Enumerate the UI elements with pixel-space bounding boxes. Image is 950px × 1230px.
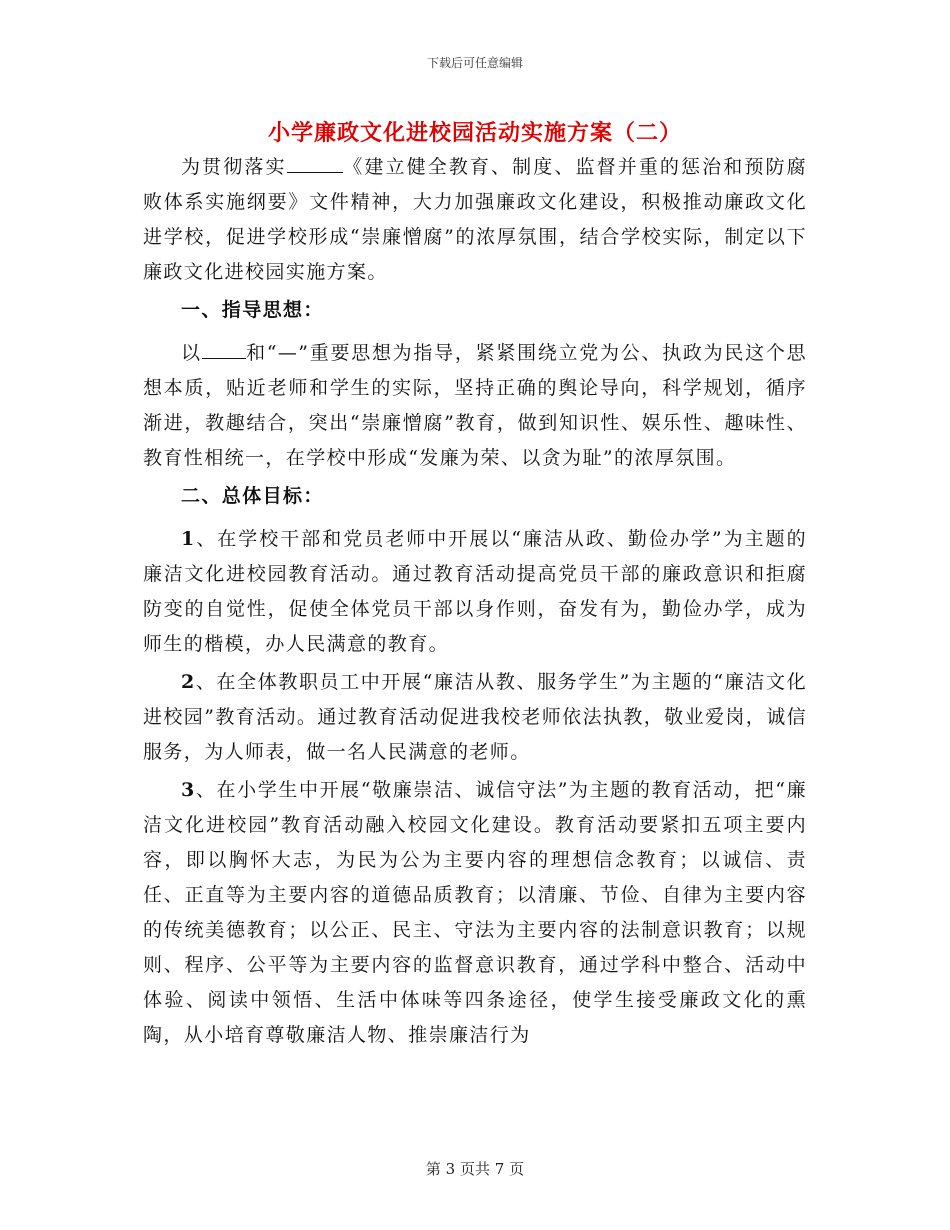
goal-paragraph-2 [143,665,807,770]
intro-paragraph [143,150,807,290]
goal-number: 2 [181,671,196,693]
section-heading-guiding-thought: 一、指导思想： [181,299,324,321]
intro-text-b: 《建立健全教育、制度、监督并重的惩治和预防腐败体系实施纲要》文件精神，大力加强廉政文化建设，积极推动廉政文化进学校，促进学校形成“崇廉憎腐”的浓厚氛围，结合学校实际，制定以下廉政文化进校园实施方案。 [143,156,807,283]
fill-in-blank [202,340,246,359]
goal-number: 3 [181,779,196,801]
goal-paragraph-1 [143,522,807,662]
goal-paragraph-3 [143,773,807,1053]
goal-text: 、在小学生中开展“敬廉崇洁、诚信守法”为主题的教育活动，把“廉洁文化进校园”教育活动融入校园文化建设。教育活动要紧扣五项主要内容，即以胸怀大志，为民为公为主要内容的理想信念教育；以诚信、责任、正直等为主要内容的道德品质教育；以清廉、节俭、自律为主要内容的传统美德教育；以公正、民主、守法为主要内容的法制意识教育；以规则、程序、公平等为主要内容的监督意识教育，通过学科中整合、活动中体验、阅读中领悟、生活中体味等四条途径，使学生接受廉政文化的熏陶，从小培育尊敬廉洁人物、推崇廉洁行为 [143,779,807,1046]
guiding-thought-paragraph [143,336,807,476]
document-title: 小学廉政文化进校园活动实施方案（二） [267,120,682,146]
page-header-note: 下载后可任意编辑 [426,56,523,70]
document-body [143,150,807,1056]
guiding-text-a: 以 [181,342,202,364]
goal-number: 1 [181,528,196,550]
guiding-text-b: 和“—”重要思想为指导，紧紧围绕立党为公、执政为民这个思想本质，贴近老师和学生的实际，坚持正确的舆论导向，科学规划，循序渐进，教趣结合，突出“崇廉憎腐”教育，做到知识性、娱乐性、趣味性、教育性相统一，在学校中形成“发廉为荣、以贪为耻”的浓厚氛围。 [143,342,807,469]
section-heading-overall-goals: 二、总体目标： [181,485,324,507]
intro-text-a: 为贯彻落实 [181,156,287,178]
fill-in-blank [287,154,343,173]
goal-text: 、在全体教职员工中开展“廉洁从教、服务学生”为主题的“廉洁文化进校园”教育活动。通过教育活动促进我校老师依法执教，敬业爱岗，诚信服务，为人师表，做一名人民满意的老师。 [143,671,807,763]
page-number: 第 3 页共 7 页 [425,1160,525,1178]
goal-text: 、在学校干部和党员老师中开展以“廉洁从政、勤俭办学”为主题的廉洁文化进校园教育活动。通过教育活动提高党员干部的廉政意识和拒腐防变的自觉性，促使全体党员干部以身作则，奋发有为，勤俭办学，成为师生的楷模，办人民满意的教育。 [143,528,807,655]
